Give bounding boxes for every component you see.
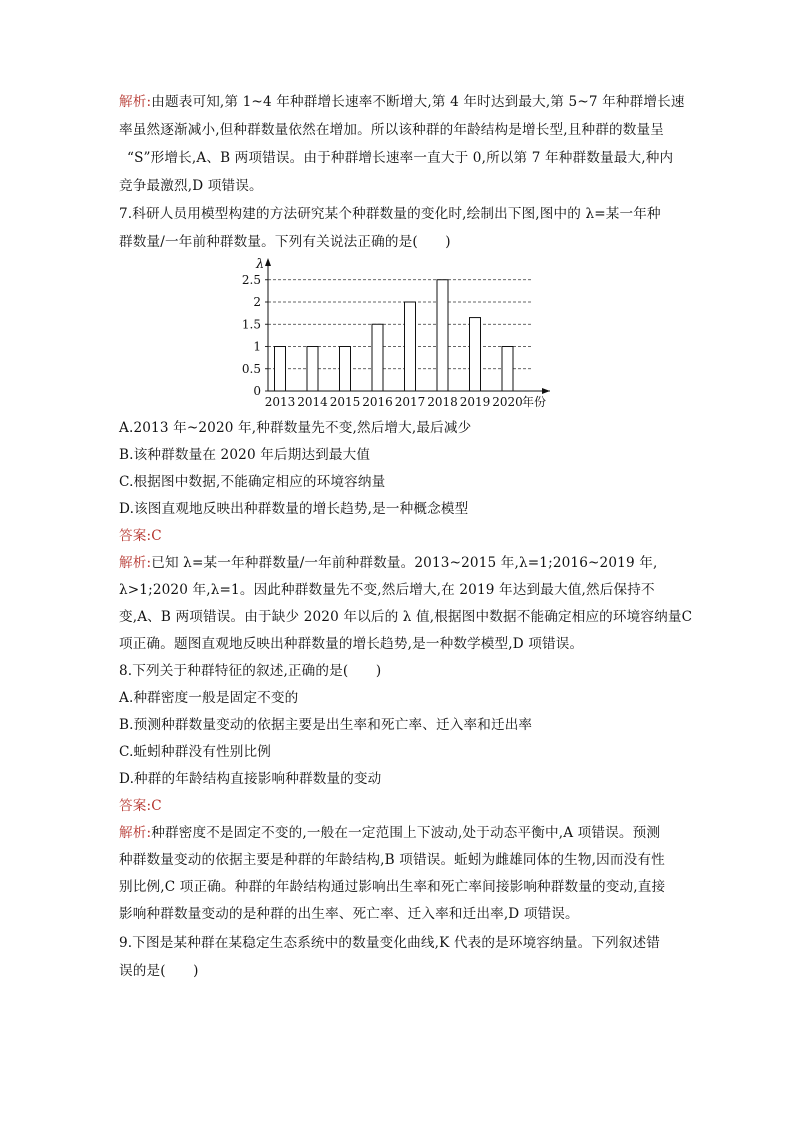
bar bbox=[372, 324, 383, 391]
q7-option-c: C.根据图中数据,不能确定相应的环境容纳量 bbox=[119, 474, 386, 490]
q8-option-a: A.种群密度一般是固定不变的 bbox=[119, 690, 299, 706]
lambda-bar-chart bbox=[238, 256, 558, 408]
q9-stem-line-2: 误的是( ) bbox=[119, 963, 199, 979]
x-tick-label: 2016 bbox=[362, 395, 393, 408]
y-tick-label: 0.5 bbox=[241, 361, 261, 376]
y-axis-arrow bbox=[265, 258, 271, 266]
q9-stem-line-1: 9.下图是某种群在某稳定生态系统中的数量变化曲线,K 代表的是环境容纳量。下列叙述错 bbox=[119, 935, 661, 951]
q6-analysis-line-4: 竞争最激烈,D 项错误。 bbox=[119, 178, 263, 194]
bar bbox=[275, 347, 286, 392]
q7-option-a: A.2013 年~2020 年,种群数量先不变,然后增大,最后减少 bbox=[119, 420, 472, 436]
q6-analysis-line-1: 解析:由题表可知,第 1~4 年种群增长速率不断增大,第 4 年时达到最大,第 5~7 年种群增长速 bbox=[119, 94, 685, 110]
analysis-label: 解析: bbox=[119, 825, 152, 841]
q7-analysis-line-1: 解析:已知 λ=某一年种群数量/一年前种群数量。2013~2015 年,λ=1;2016~2019 年, bbox=[119, 555, 658, 571]
q6-analysis-line-2: 率虽然逐渐减小,但种群数量依然在增加。所以该种群的年龄结构是增长型,且种群的数量呈 bbox=[119, 122, 664, 138]
x-tick-label: 2019 bbox=[459, 395, 491, 408]
q8-stem: 8.下列关于种群特征的叙述,正确的是( ) bbox=[119, 663, 382, 679]
bar bbox=[405, 302, 416, 391]
q6-analysis-line-3: “S”形增长,A、B 两项错误。由于种群增长速率一直大于 0,所以第 7 年种群数量最大,种内 bbox=[127, 150, 674, 166]
x-axis-arrow bbox=[542, 388, 550, 394]
q7-stem-line-2: 群数量/一年前种群数量。下列有关说法正确的是( ) bbox=[119, 234, 451, 250]
q7-option-d: D.该图直观地反映出种群数量的增长趋势,是一种概念模型 bbox=[119, 501, 469, 517]
y-tick-label: 2 bbox=[253, 295, 261, 309]
q8-analysis-line-4: 影响种群数量变动的是种群的出生率、死亡率、迁入率和迁出率,D 项错误。 bbox=[119, 906, 579, 922]
q8-analysis-line-3: 别比例,C 项正确。种群的年龄结构通过影响出生率和死亡率间接影响种群数量的变动,直接 bbox=[119, 879, 666, 895]
analysis-label: 解析: bbox=[119, 555, 152, 571]
q7-answer: 答案:C bbox=[119, 528, 162, 544]
analysis-label: 解析: bbox=[119, 94, 152, 110]
y-tick-label: 2.5 bbox=[241, 272, 261, 287]
x-tick-label: 2020 bbox=[492, 395, 523, 408]
bar bbox=[437, 280, 448, 391]
q7-stem-line-1: 7.科研人员用模型构建的方法研究某个种群数量的变化时,绘制出下图,图中的 λ=某一年种 bbox=[119, 206, 661, 222]
y-tick-label: 0 bbox=[253, 384, 261, 398]
q8-answer: 答案:C bbox=[119, 798, 162, 814]
y-axis-label: λ bbox=[256, 257, 265, 272]
q7-option-b: B.该种群数量在 2020 年后期达到最大值 bbox=[119, 447, 371, 463]
q8-option-b: B.预测种群数量变动的依据主要是出生率和死亡率、迁入率和迁出率 bbox=[119, 717, 533, 733]
bar bbox=[307, 347, 318, 392]
q7-analysis-line-3: 变,A、B 两项错误。由于缺少 2020 年以后的 λ 值,根据图中数据不能确定相应的环境容纳量C bbox=[119, 609, 693, 625]
y-tick-label: 1.5 bbox=[241, 317, 261, 332]
x-tick-label: 2014 bbox=[297, 395, 328, 408]
q7-analysis-line-4: 项正确。题图直观地反映出种群数量的增长趋势,是一种数学模型,D 项错误。 bbox=[119, 636, 584, 652]
y-tick-label: 1 bbox=[253, 339, 261, 354]
q8-option-c: C.蚯蚓种群没有性别比例 bbox=[119, 744, 271, 760]
q8-analysis-line-2: 种群数量变动的依据主要是种群的年龄结构,B 项错误。蚯蚓为雌雄同体的生物,因而没有性 bbox=[119, 852, 665, 868]
x-tick-label: 2018 bbox=[427, 395, 458, 408]
q7-analysis-line-2: λ>1;2020 年,λ=1。因此种群数量先不变,然后增大,在 2019 年达到最大值,然后保持不 bbox=[119, 582, 655, 598]
x-tick-label: 2017 bbox=[394, 395, 426, 408]
q8-analysis-line-1: 解析:种群密度不是固定不变的,一般在一定范围上下波动,处于动态平衡中,A 项错误。预测 bbox=[119, 825, 661, 841]
q8-option-d: D.种群的年龄结构直接影响种群数量的变动 bbox=[119, 771, 382, 787]
bar bbox=[502, 347, 513, 392]
x-tick-label: 2015 bbox=[329, 395, 361, 408]
x-tick-label: 2013 bbox=[264, 395, 296, 408]
x-axis-label: 年份 bbox=[522, 395, 547, 408]
bar bbox=[340, 347, 351, 392]
bar bbox=[470, 318, 481, 391]
